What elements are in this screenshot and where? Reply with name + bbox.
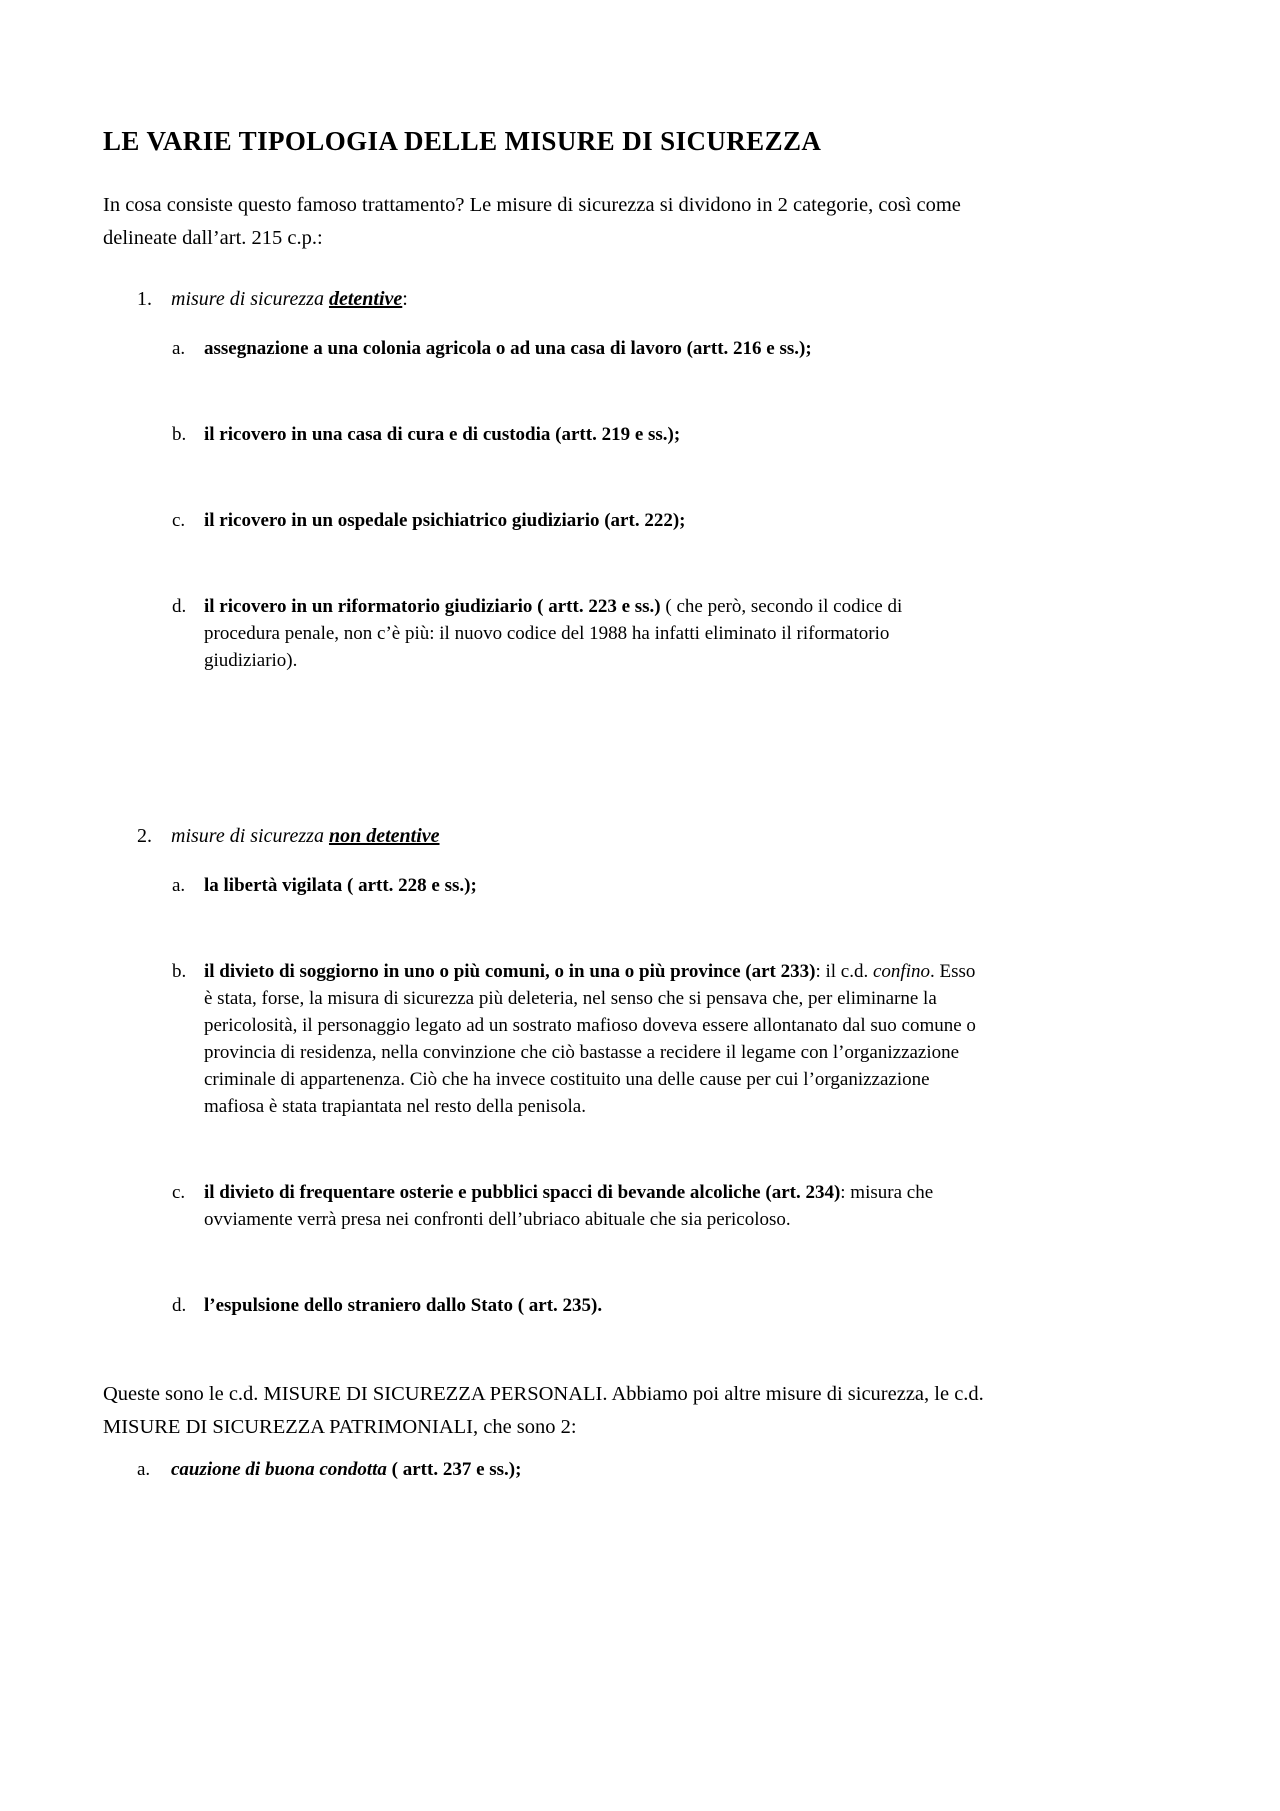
list-item [172,1292,1168,1319]
item-text [171,1456,521,1483]
list1-title-keyword: detentive [328,288,403,310]
item-text [204,507,685,534]
list-item [172,421,1168,448]
list2-title [171,822,440,850]
item-text [204,1179,982,1233]
item-text-rest: ( che però, secondo il codice di procedura penale, non c’è più: il nuovo codice del 1988 ha infatti eliminato il riformatorio giudiziario). [204,596,903,671]
item-text-bold: il divieto di soggiorno in uno o più comuni, o in una o più province (art 233) [204,961,816,982]
intro-paragraph: In cosa consiste questo famoso trattamento? Le misure di sicurezza si dividono in 2 categorie, così come delineate dall’art. 215 c.p.: [103,194,961,249]
closing-paragraph: Queste sono le c.d. MISURE DI SICUREZZA PERSONALI. Abbiamo poi altre misure di sicurezza, le c.d. MISURE DI SICUREZZA PATRIMONIALI, che sono 2: [103,1383,984,1438]
item-letter: d. [172,1295,187,1316]
item-text-italic: confino [872,961,930,982]
item-letter: d. [172,596,187,617]
item-text-bold: l’espulsione dello straniero dallo Stato ( art. 235). [204,1295,603,1316]
list-item [172,507,1168,534]
list-item [172,872,1168,899]
item-text-bold: il ricovero in un ospedale psichiatrico giudiziario (art. 222); [204,510,686,531]
list2-title-lead: misure di sicurezza [171,825,329,847]
item-text [204,1292,602,1319]
item-letter: b. [172,424,187,445]
item-text-bold: assegnazione a una colonia agricola o ad una casa di lavoro (artt. 216 e ss.); [204,338,812,359]
item-text-bold: il ricovero in una casa di cura e di custodia (artt. 219 e ss.); [204,424,681,445]
item-letter: a. [172,338,186,359]
item-text [204,335,812,362]
item-text [204,958,982,1120]
item-letter: a. [172,875,186,896]
item-text-rest: : misura che ovviamente verrà presa nei confronti dell’ubriaco abituale che sia pericoloso. [204,1182,934,1230]
list-item [172,958,1168,1120]
list2-number: 2. [137,825,152,847]
item-text [204,421,680,448]
list2-title-keyword: non detentive [328,825,440,847]
list1-number: 1. [137,288,152,310]
item-letter: c. [172,510,186,531]
list2-header [137,822,1168,850]
item-text-bold: ( artt. 237 e ss.); [386,1459,522,1480]
item-text-rest: . Esso è stata, forse, la misura di sicurezza più deleteria, nel senso che si pensava che, per eliminarne la pericolosità, il personaggio legato ad un sostrato mafioso doveva essere allontanato dal suo comune o provincia di residenza, nella convinzione che ciò bastasse a recidere il legame con l’organizzazione criminale di appartenenza. Ciò che ha invece costituito una delle cause per cui l’organizzazione mafiosa è stata trapiantata nel resto della penisola. [204,961,976,1117]
list1-title [171,285,408,313]
item-text-bold: il divieto di frequentare osterie e pubblici spacci di bevande alcoliche (art. 234) [204,1182,841,1203]
item-text-mid: : il c.d. [815,961,873,982]
item-letter: a. [137,1459,151,1480]
item-text [204,593,982,674]
list-item [172,1179,1168,1233]
list-item [172,335,1168,362]
list-item [137,1456,1168,1483]
item-text-bold: il ricovero in un riformatorio giudiziario ( artt. 223 e ss.) [204,596,661,617]
item-letter: c. [172,1182,186,1203]
item-letter: b. [172,961,187,982]
page-title: LE VARIE TIPOLOGIA DELLE MISURE DI SICUREZZA [103,126,822,156]
list1-title-tail: : [402,288,408,310]
item-text [204,872,477,899]
item-text-bold-italic: cauzione di buona condotta [171,1459,387,1480]
item-text-bold: la libertà vigilata ( artt. 228 e ss.); [204,875,477,896]
list1-header [137,285,1168,313]
list-item [172,593,1168,674]
list1-title-lead: misure di sicurezza [171,288,329,310]
